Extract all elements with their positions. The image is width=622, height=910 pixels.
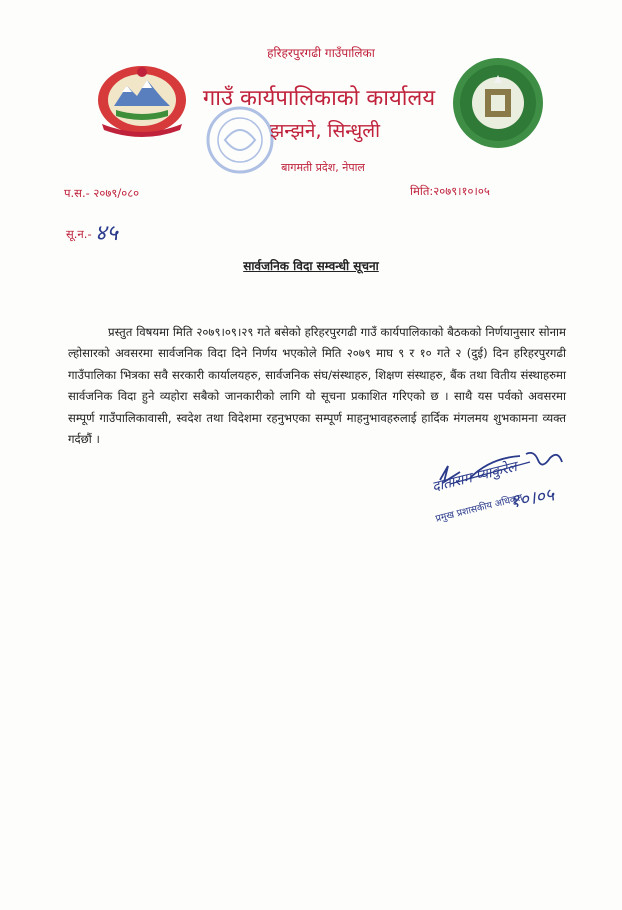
province-line: बागमती प्रदेश, नेपाल: [281, 161, 365, 174]
serial-number: ४५: [95, 221, 118, 246]
office-location: झन्झने, सिन्धुली: [269, 120, 381, 142]
notice-title-text: सार्वजनिक विदा सम्वन्धी सूचना: [243, 259, 379, 273]
signature-date: १०।०५: [508, 484, 556, 513]
letter-number: प.स.- २०७९/०८०: [64, 186, 140, 200]
office-name: गाउँ कार्यपालिकाको कार्यालय: [202, 86, 436, 111]
serial-label: सू.न.-: [66, 227, 92, 241]
notice-title: [0, 257, 622, 274]
signatory-title: प्रमुख प्रशासकीय अधिकृत: [434, 492, 524, 525]
signatory-name: दाताराम प्याकुरेल: [430, 458, 519, 496]
municipality-name: हरिहरपुरगढी गाउँपालिका: [267, 46, 375, 60]
notice-body: प्रस्तुत विषयमा मिति २०७९।०९।२९ गते बसेको हरिहरपुरगढी गाउँ कार्यपालिकाको बैठकको निर्णयानुसार सोनाम ल्होसारको अवसरमा सार्वजनिक विदा दिने निर्णय भएकोले मिति २०७९ माघ ९ र १० गते २ (दुई) दिन हरिहरपुरगढी गाउँपालिका भित्रका सवै सरकारी कार्यालयहरु, सार्वजनिक संघ/संस्थाहरु, शिक्षण संस्थाहरु, बैंक तथा वितीय संस्थाहरुमा सार्वजनिक विदा हुने व्यहोरा सबैको जानकारीको लागि यो सूचना प्रकाशित गरिएको छ । साथै यस पर्वको अवसरमा सम्पूर्ण गाउँपालिकावासी, स्वदेश तथा विदेशमा रहनुभएका सम्पूर्ण माहनुभावहरुलाई हार्दिक मंगलमय शुभकामना व्यक्त गर्दछौं ।: [68, 324, 566, 447]
signature-block: [430, 448, 580, 548]
letter-date: मिति:२०७९।१०।०५: [410, 184, 490, 198]
